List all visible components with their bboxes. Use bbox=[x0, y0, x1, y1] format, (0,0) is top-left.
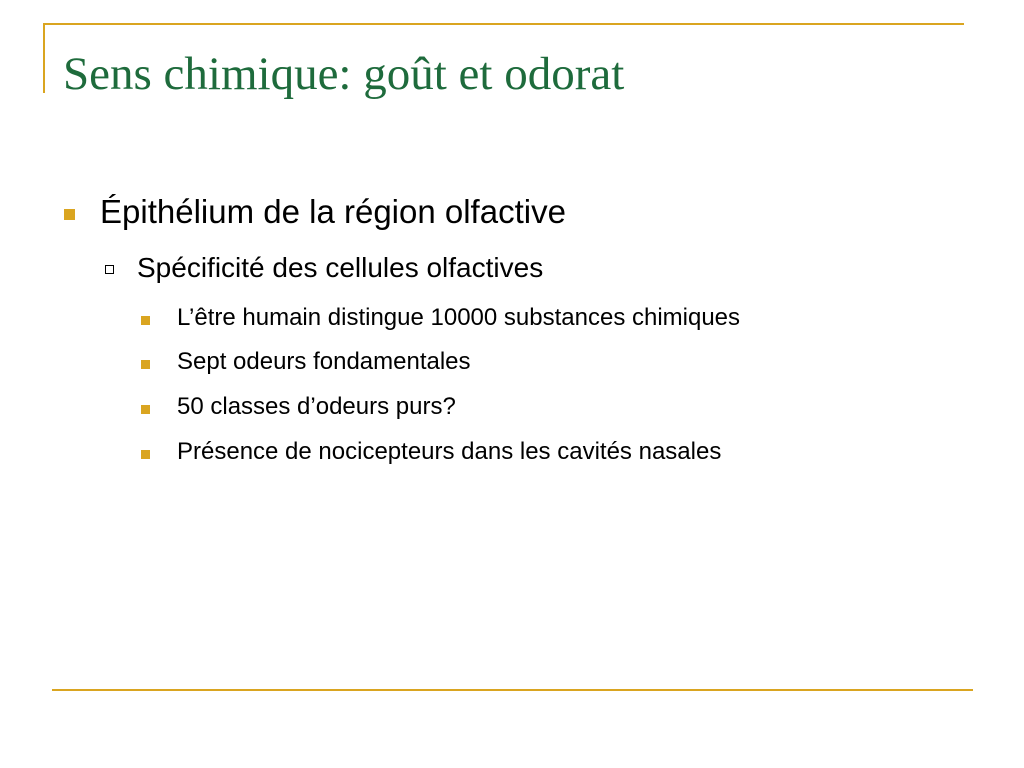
slide-title: Sens chimique: goût et odorat bbox=[63, 48, 625, 100]
square-bullet-icon bbox=[141, 405, 150, 414]
bullet-text: 50 classes d’odeurs purs? bbox=[177, 393, 456, 420]
bullet-text: L’être humain distingue 10000 substances chimiques bbox=[177, 304, 741, 331]
bullet-text: Spécificité des cellules olfactives bbox=[137, 252, 544, 283]
bullet-text: Sept odeurs fondamentales bbox=[177, 348, 471, 375]
square-bullet-icon bbox=[141, 360, 150, 369]
square-bullet-icon bbox=[141, 450, 150, 459]
bullet-level3-substances bbox=[177, 302, 740, 334]
hollow-square-bullet-icon bbox=[105, 265, 114, 274]
bullet-text: Épithélium de la région olfactive bbox=[100, 193, 566, 230]
bullet-level3-sept-odeurs bbox=[177, 346, 471, 378]
square-bullet-icon bbox=[64, 209, 75, 220]
frame-bottom-line bbox=[52, 689, 973, 691]
bullet-level3-nocicepteurs bbox=[177, 436, 721, 468]
bullet-text: Présence de nocicepteurs dans les cavités nasales bbox=[177, 438, 722, 465]
bullet-level3-classes bbox=[177, 391, 456, 423]
bullet-level1-epithelium bbox=[100, 190, 566, 234]
square-bullet-icon bbox=[141, 316, 150, 325]
bullet-level2-specificite bbox=[137, 249, 543, 287]
